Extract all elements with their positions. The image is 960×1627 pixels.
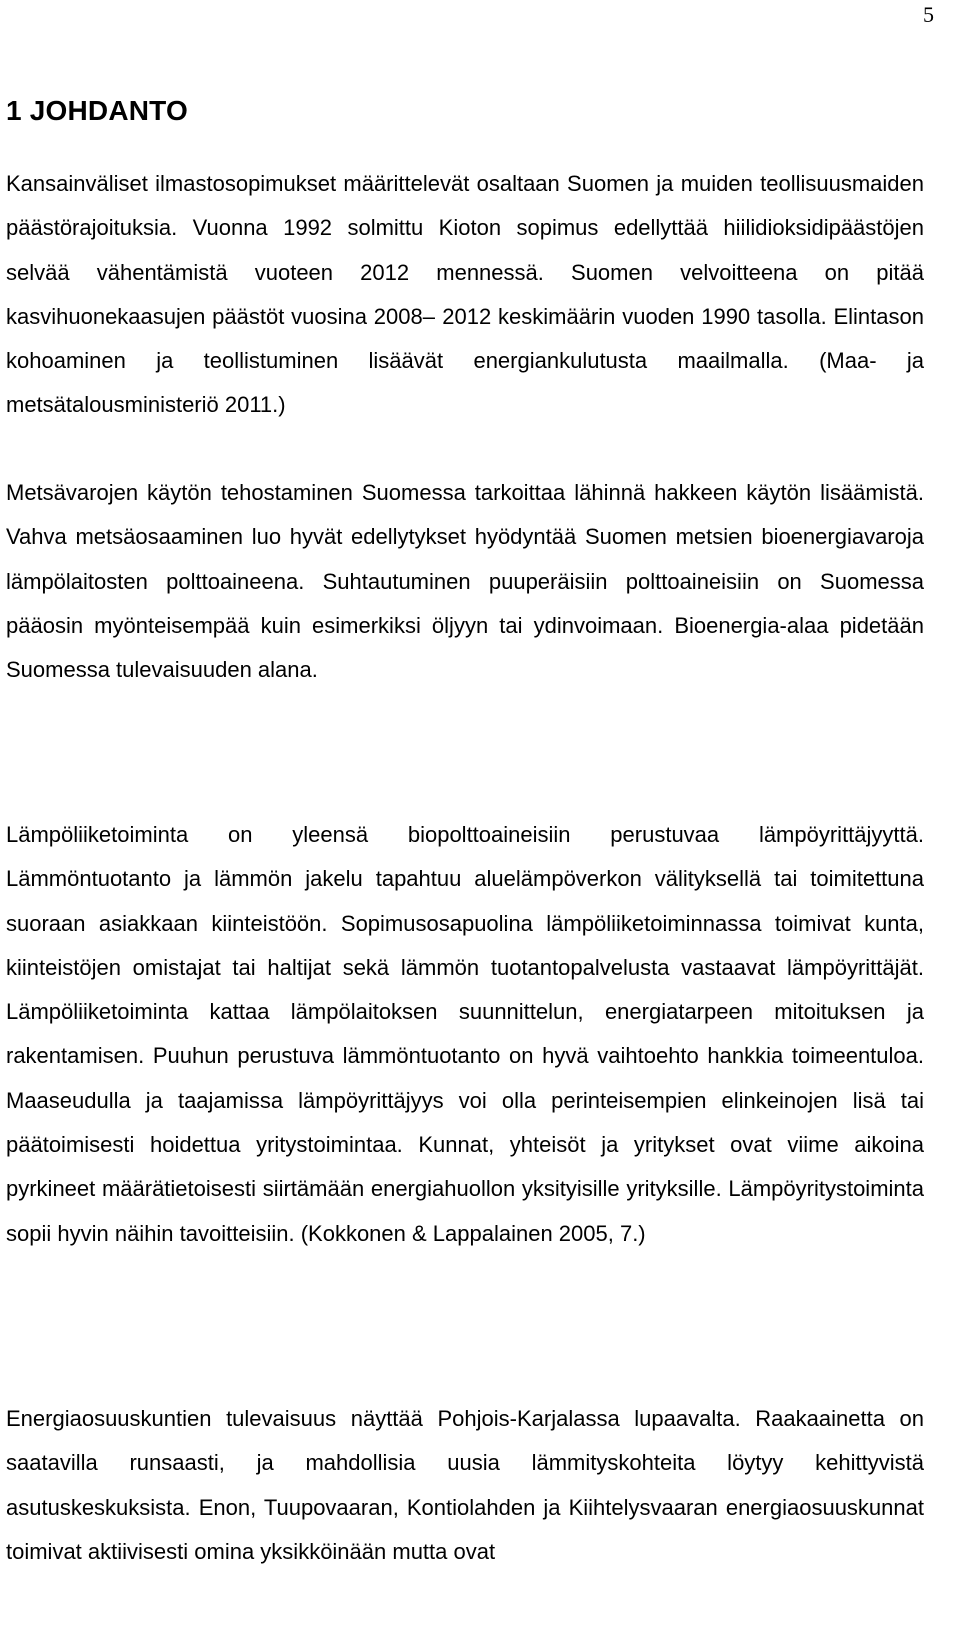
body-paragraph-4-container bbox=[6, 1397, 924, 1574]
chapter-heading: 1 JOHDANTO bbox=[6, 95, 188, 126]
body-paragraph: Lämpöliiketoiminta on yleensä biopolttoaineisiin perustuvaa lämpöyrittäjyyttä. Lämmöntuotanto ja lämmön jakelu tapahtuu aluelämpöverkon välityksellä tai toimitettuna suoraan asiakkaan kiinteistöön. Sopimusosapuolina lämpöliiketoiminnassa toimivat kunta, kiinteistöjen omistajat tai haltijat sekä lämmön tuotantopalvelusta vastaavat lämpöyrittäjät. Lämpöliiketoiminta kattaa lämpölaitoksen suunnittelun, energiatarpeen mitoituksen ja rakentamisen. Puuhun perustuva lämmöntuotanto on hyvä vaihtoehto hankkia toimeentuloa. Maaseudulla ja taajamissa lämpöyrittäjyys voi olla perinteisempien elinkeinojen lisä tai päätoimisesti hoidettua yritystoimintaa. Kunnat, yhteisöt ja yritykset ovat viime aikoina pyrkineet määrätietoisesti siirtämään energiahuollon yksityisille yrityksille. Lämpöyritystoiminta sopii hyvin näihin tavoitteisiin. (Kokkonen & Lappalainen 2005, 7.) bbox=[6, 822, 924, 1246]
body-paragraph-3-container bbox=[6, 813, 924, 1256]
body-paragraph-1-container bbox=[6, 162, 924, 428]
body-paragraph-2-container bbox=[6, 471, 924, 692]
page-number: 5 bbox=[923, 2, 934, 27]
body-paragraph: Metsävarojen käytön tehostaminen Suomessa tarkoittaa lähinnä hakkeen käytön lisäämistä. Vahva metsäosaaminen luo hyvät edellytykset hyödyntää Suomen metsien bioenergiavaroja lämpölaitosten polttoaineena. Suhtautuminen puuperäisiin polttoaineisiin on Suomessa pääosin myönteisempää kuin esimerkiksi öljyyn tai ydinvoimaan. Bioenergia-alaa pidetään Suomessa tulevaisuuden alana. bbox=[6, 480, 924, 683]
body-paragraph: Energiaosuuskuntien tulevaisuus näyttää Pohjois-Karjalassa lupaavalta. Raakaainetta on saatavilla runsaasti, ja mahdollisia uusia lämmityskohteita löytyy kehittyvistä asutuskeskuksista. Enon, Tuupovaaran, Kontiolahden ja Kiihtelysvaaran energiaosuuskunnat toimivat aktiivisesti omina yksikköinään mutta ovat bbox=[6, 1406, 924, 1564]
body-paragraph: Kansainväliset ilmastosopimukset määrittelevät osaltaan Suomen ja muiden teollisuusmaiden päästörajoituksia. Vuonna 1992 solmittu Kioton sopimus edellyttää hiilidioksidipäästöjen selvää vähentämistä vuoteen 2012 mennessä. Suomen velvoitteena on pitää kasvihuonekaasujen päästöt vuosina 2008– 2012 keskimäärin vuoden 1990 tasolla. Elintason kohoaminen ja teollistuminen lisäävät energiankulutusta maailmalla. (Maa- ja metsätalousministeriö 2011.) bbox=[6, 171, 924, 418]
